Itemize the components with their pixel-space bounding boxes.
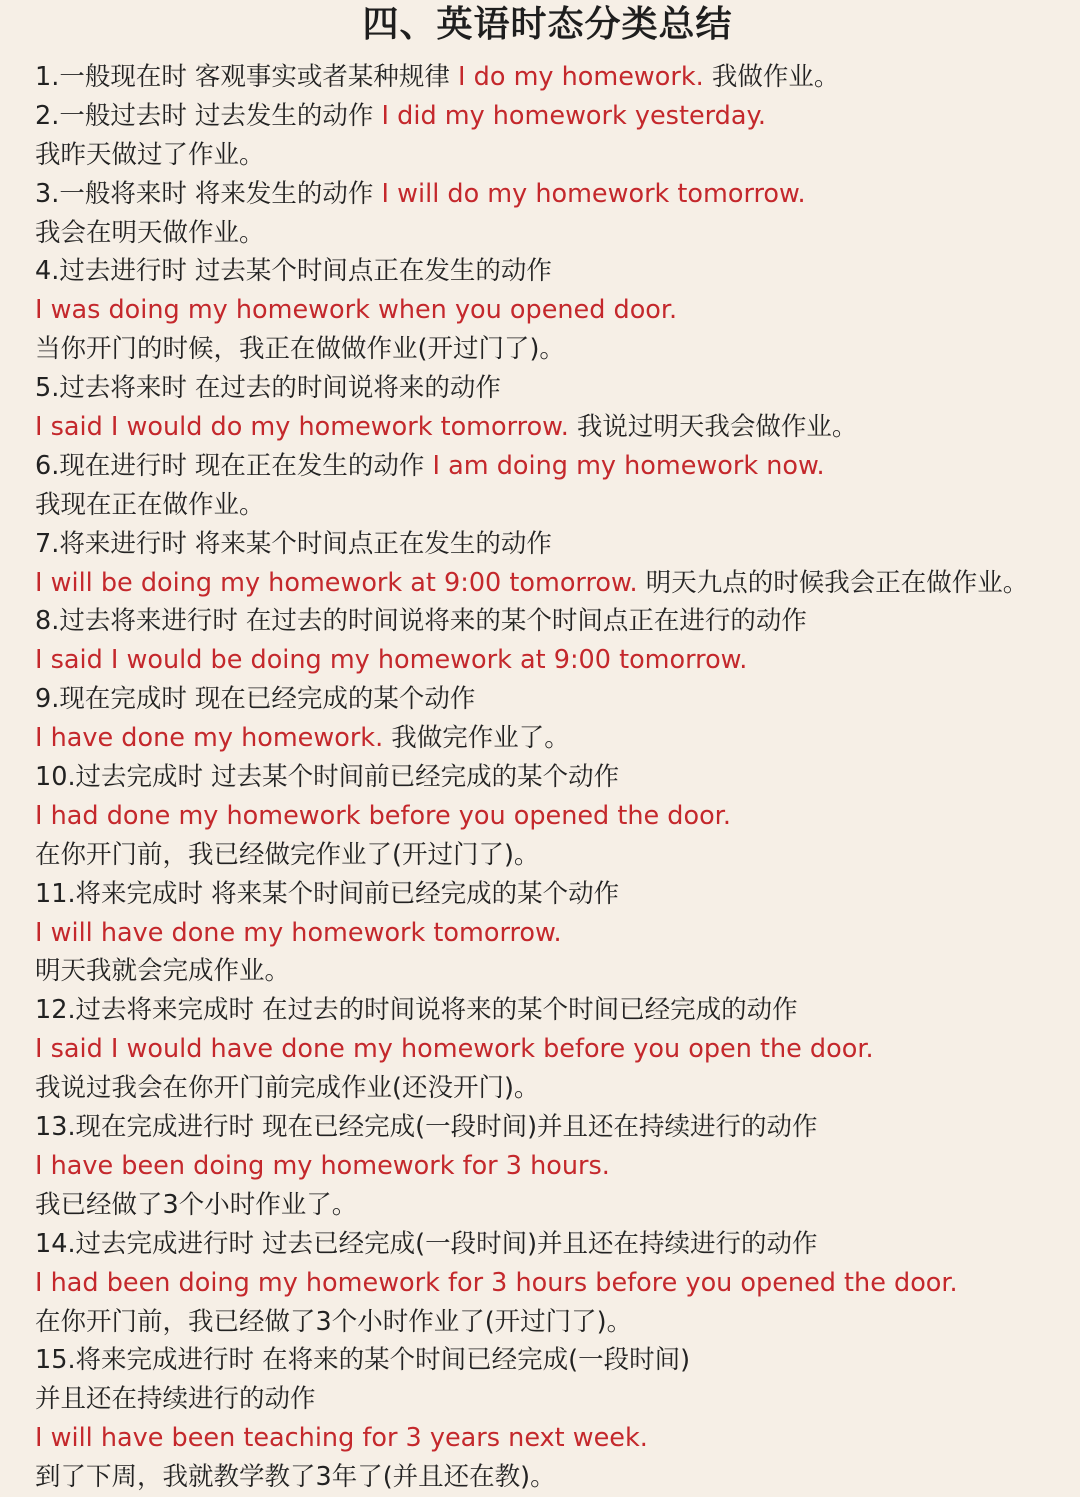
text-line xyxy=(35,1225,1060,1264)
text-line xyxy=(35,214,1060,253)
text-line xyxy=(35,252,1060,291)
chinese-text: 2.一般过去时 过去发生的动作 xyxy=(35,100,382,131)
chinese-text: 我说过明天我会做作业。 xyxy=(568,412,858,443)
chinese-text: 15.将来完成进行时 在将来的某个时间已经完成(一段时间) xyxy=(35,1345,691,1376)
chinese-text: 3.一般将来时 将来发生的动作 xyxy=(35,178,382,209)
text-line xyxy=(35,875,1060,914)
chinese-text: 到了下周，我就教学教了3年了(并且还在教)。 xyxy=(35,1462,556,1493)
text-line xyxy=(35,641,1060,680)
text-line xyxy=(35,175,1060,214)
chinese-text: 4.过去进行时 过去某个时间点正在发生的动作 xyxy=(35,256,552,287)
chinese-text: 并且还在持续进行的动作 xyxy=(35,1384,316,1415)
english-example: I had been doing my homework for 3 hours before you opened the door. xyxy=(35,1267,958,1298)
english-example: I will do my homework tomorrow. xyxy=(381,178,806,209)
text-line xyxy=(35,291,1060,330)
text-line xyxy=(35,1030,1060,1069)
english-example: I will be doing my homework at 9:00 tomorrow. xyxy=(35,567,638,598)
text-line xyxy=(35,136,1060,175)
text-line xyxy=(35,1069,1060,1108)
chinese-text: 我已经做了3个小时作业了。 xyxy=(35,1189,358,1220)
text-line xyxy=(35,1341,1060,1380)
chinese-text: 14.过去完成进行时 过去已经完成(一段时间)并且还在持续进行的动作 xyxy=(35,1228,818,1259)
chinese-text: 11.将来完成时 将来某个时间前已经完成的某个动作 xyxy=(35,878,620,909)
tense-summary-list xyxy=(35,58,1060,1497)
text-line xyxy=(35,836,1060,875)
text-line xyxy=(35,330,1060,369)
english-example: I had done my homework before you opened the door. xyxy=(35,800,731,831)
text-line xyxy=(35,408,1060,447)
chinese-text: 我会在明天做作业。 xyxy=(35,217,265,248)
text-line xyxy=(35,991,1060,1030)
text-line xyxy=(35,58,1060,97)
chinese-text: 我做作业。 xyxy=(703,62,840,92)
english-example: I will have done my homework tomorrow. xyxy=(35,917,562,948)
text-line xyxy=(35,525,1060,564)
chinese-text: 当你开门的时候，我正在做做作业(开过门了)。 xyxy=(35,334,565,365)
english-example: I do my homework. xyxy=(458,62,704,92)
chinese-text: 我说过我会在你开门前完成作业(还没开门)。 xyxy=(35,1073,540,1104)
english-example: I have been doing my homework for 3 hours. xyxy=(35,1150,610,1181)
chinese-text: 8.过去将来进行时 在过去的时间说将来的某个时间点正在进行的动作 xyxy=(35,606,807,637)
chinese-text: 明天九点的时候我会正在做作业。 xyxy=(637,567,1029,598)
chinese-text: 我现在正在做作业。 xyxy=(35,489,265,520)
english-example: I did my homework yesterday. xyxy=(381,100,767,131)
text-line xyxy=(35,369,1060,408)
page-title: 四、英语时态分类总结 xyxy=(362,4,733,45)
text-line xyxy=(35,97,1060,136)
text-line xyxy=(35,797,1060,836)
english-example: I said I would do my homework tomorrow. xyxy=(35,412,569,443)
chinese-text: 在你开门前，我已经做了3个小时作业了(开过门了)。 xyxy=(35,1306,633,1337)
chinese-text: 我昨天做过了作业。 xyxy=(35,139,265,170)
text-line xyxy=(35,758,1060,797)
english-example: I will have been teaching for 3 years next week. xyxy=(35,1423,648,1454)
text-line xyxy=(35,447,1060,486)
chinese-text: 10.过去完成时 过去某个时间前已经完成的某个动作 xyxy=(35,762,620,793)
text-line xyxy=(35,1264,1060,1303)
english-example: I was doing my homework when you opened door. xyxy=(35,295,678,326)
english-example: I said I would be doing my homework at 9:00 tomorrow. xyxy=(35,645,748,676)
text-line xyxy=(35,1380,1060,1419)
text-line xyxy=(35,914,1060,953)
text-line xyxy=(35,1303,1060,1342)
chinese-text: 13.现在完成进行时 现在已经完成(一段时间)并且还在持续进行的动作 xyxy=(35,1112,818,1143)
text-line xyxy=(35,1108,1060,1147)
text-line xyxy=(35,1458,1060,1497)
text-line xyxy=(35,952,1060,991)
text-line xyxy=(35,602,1060,641)
chinese-text: 我做完作业了。 xyxy=(383,723,570,754)
chinese-text: 7.将来进行时 将来某个时间点正在发生的动作 xyxy=(35,528,552,559)
chinese-text: 9.现在完成时 现在已经完成的某个动作 xyxy=(35,684,476,715)
chinese-text: 1.一般现在时 客观事实或者某种规律 xyxy=(35,62,459,92)
chinese-text: 明天我就会完成作业。 xyxy=(35,956,291,987)
text-line xyxy=(35,486,1060,525)
text-line xyxy=(35,1186,1060,1225)
chinese-text: 12.过去将来完成时 在过去的时间说将来的某个时间已经完成的动作 xyxy=(35,995,798,1026)
english-example: I said I would have done my homework before you open the door. xyxy=(35,1034,874,1065)
chinese-text: 在你开门前，我已经做完作业了(开过门了)。 xyxy=(35,839,540,870)
english-example: I am doing my homework now. xyxy=(432,450,825,481)
chinese-text: 6.现在进行时 现在正在发生的动作 xyxy=(35,450,433,481)
text-line xyxy=(35,680,1060,719)
text-line xyxy=(35,719,1060,758)
text-line xyxy=(35,1419,1060,1458)
english-example: I have done my homework. xyxy=(35,723,384,754)
text-line xyxy=(35,564,1060,603)
chinese-text: 5.过去将来时 在过去的时间说将来的动作 xyxy=(35,373,501,404)
text-line xyxy=(35,1147,1060,1186)
